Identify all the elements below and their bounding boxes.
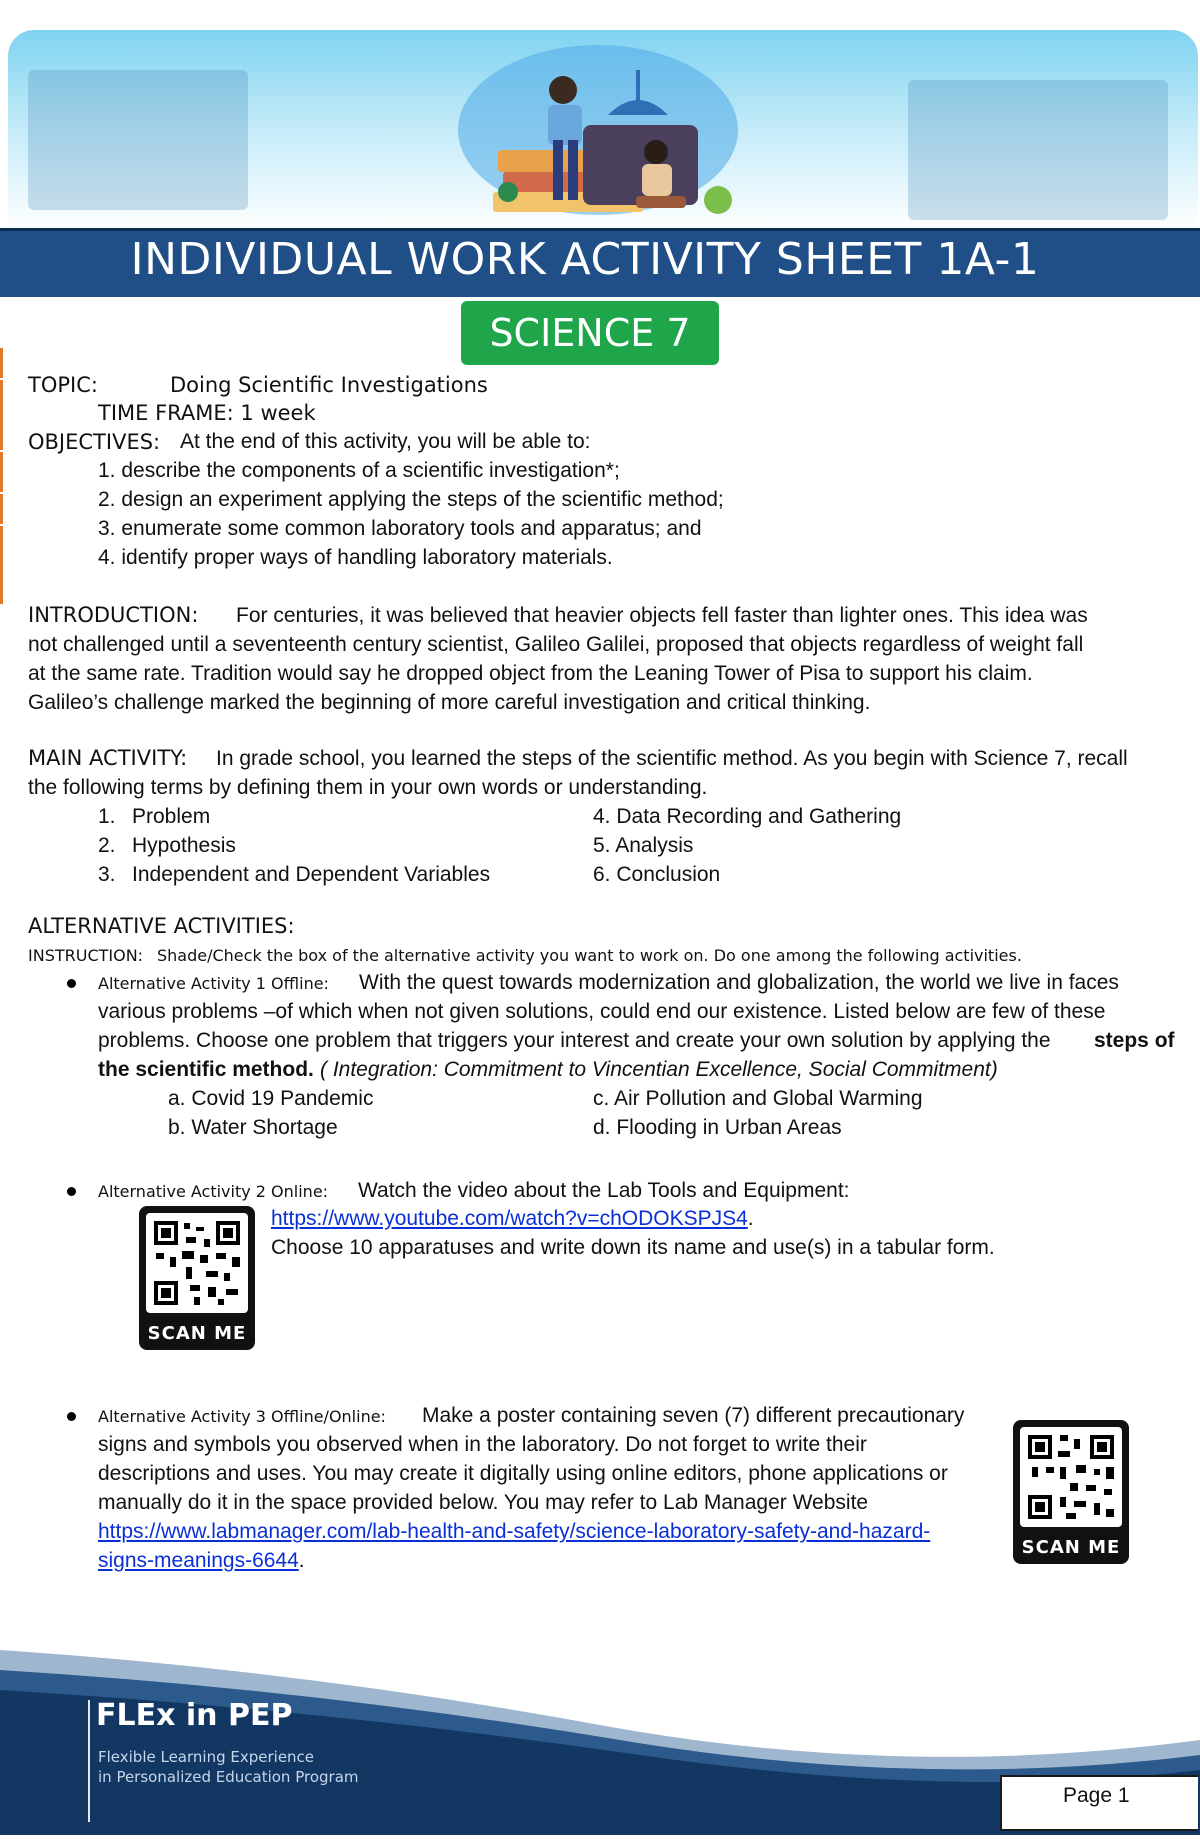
activity-2-text: Watch the video about the Lab Tools and Equipment:: [358, 1179, 850, 1202]
activity-3-text: manually do it in the space provided below. You may refer to Lab Manager Website: [98, 1491, 869, 1514]
activity-1-text: With the quest towards modernization and globalization, the world we live in faces: [359, 971, 1119, 994]
activity-1-emphasis: the scientific method.: [98, 1058, 314, 1081]
introduction-line: For centuries, it was believed that heavier objects fell faster than lighter ones. This idea was: [236, 604, 1088, 627]
topic-value: Doing Scientific Investigations: [170, 373, 488, 397]
footer-subtitle: in Personalized Education Program: [98, 1768, 359, 1786]
bullet-icon: [67, 1412, 76, 1421]
term-item: 4. Data Recording and Gathering: [593, 805, 902, 828]
term-item: Hypothesis: [132, 834, 236, 857]
labmanager-link-cont[interactable]: signs-meanings-6644: [98, 1549, 299, 1572]
time-frame: TIME FRAME: 1 week: [98, 401, 316, 425]
bullet-icon: [67, 979, 76, 988]
introduction-line: not challenged until a seventeenth century scientist, Galileo Galilei, proposed that objects regardless of weight fall: [28, 633, 1084, 656]
footer-subtitle: Flexible Learning Experience: [98, 1748, 315, 1766]
activity-1-text: various problems –of which when not given solutions, could end our existence. Listed below are few of these: [98, 1000, 1106, 1023]
qr-code-image: [1020, 1427, 1122, 1527]
bullet-icon: [67, 1187, 76, 1196]
introduction-line: Galileo’s challenge marked the beginning of more careful investigation and critical thinking.: [28, 691, 871, 714]
objective-item: 4. identify proper ways of handling laboratory materials.: [98, 546, 613, 569]
activity-3-text: Make a poster containing seven (7) different precautionary: [422, 1404, 965, 1427]
activity-3-text: descriptions and uses. You may create it digitally using online editors, phone applications or: [98, 1462, 948, 1485]
activity-1-label: Alternative Activity 1 Offline:: [98, 974, 329, 993]
term-item: 6. Conclusion: [593, 863, 721, 886]
topic-label: TOPIC:: [28, 373, 98, 397]
term-item: Problem: [132, 805, 211, 828]
qr-code[interactable]: [1013, 1420, 1129, 1564]
margin-accent: [0, 494, 3, 524]
instruction-text: Shade/Check the box of the alternative activity you want to work on. Do one among the following activities.: [157, 946, 1022, 965]
activity-1-option: c. Air Pollution and Global Warming: [593, 1087, 923, 1110]
objective-item: 3. enumerate some common laboratory tools and apparatus; and: [98, 517, 702, 540]
qr-code-image: [146, 1213, 248, 1313]
margin-accent: [0, 452, 3, 492]
margin-accent: [0, 348, 3, 378]
term-item: Independent and Dependent Variables: [132, 863, 491, 886]
term-number: 1.: [98, 805, 116, 828]
introduction-label: INTRODUCTION:: [28, 603, 199, 627]
activity-1-text: problems. Choose one problem that triggers your interest and create your own solution by applying the: [98, 1029, 1051, 1052]
labmanager-link[interactable]: https://www.labmanager.com/lab-health-and-safety/science-laboratory-safety-and-hazard-: [98, 1520, 931, 1543]
activity-1-emphasis: steps of: [1094, 1029, 1175, 1052]
activity-3-text: signs and symbols you observed when in the laboratory. Do not forget to write their: [98, 1433, 867, 1456]
activity-2-link-line: https://www.youtube.com/watch?v=chODOKSPJS4.: [271, 1207, 754, 1230]
youtube-link[interactable]: https://www.youtube.com/watch?v=chODOKSPJS4: [271, 1207, 748, 1230]
qr-scan-label: SCAN ME: [147, 1323, 247, 1344]
term-number: 3.: [98, 863, 116, 886]
footer-brand: FLEx in PEP: [96, 1698, 293, 1733]
objective-item: 1. describe the components of a scientific investigation*;: [98, 459, 620, 482]
margin-accent: [0, 380, 3, 450]
alternative-label: ALTERNATIVE ACTIVITIES:: [28, 914, 295, 938]
header-illustration: [8, 30, 1198, 230]
activity-1-integration: ( Integration: Commitment to Vincentian Excellence, Social Commitment): [320, 1058, 998, 1081]
activity-3-link-line: signs-meanings-6644.: [98, 1549, 305, 1572]
qr-code[interactable]: [139, 1206, 255, 1350]
main-activity-label: MAIN ACTIVITY:: [28, 746, 188, 770]
activity-2-text: Choose 10 apparatuses and write down its name and use(s) in a tabular form.: [271, 1236, 995, 1259]
activity-3-link-line: [98, 1520, 930, 1544]
objectives-label: OBJECTIVES:: [28, 430, 161, 454]
main-activity-text: the following terms by defining them in your own words or understanding.: [28, 776, 708, 799]
introduction-line: at the same rate. Tradition would say he dropped object from the Leaning Tower of Pisa to support his claim.: [28, 662, 1033, 685]
subject-badge: SCIENCE 7: [461, 301, 719, 365]
margin-accent: [0, 526, 3, 604]
activity-1-option: b. Water Shortage: [168, 1116, 338, 1139]
objective-item: 2. design an experiment applying the steps of the scientific method;: [98, 488, 724, 511]
page-number: Page 1: [1063, 1784, 1130, 1807]
objectives-intro: At the end of this activity, you will be able to:: [180, 430, 591, 453]
instruction-label: INSTRUCTION:: [28, 946, 144, 965]
activity-1-option: d. Flooding in Urban Areas: [593, 1116, 842, 1139]
activity-3-label: Alternative Activity 3 Offline/Online:: [98, 1407, 386, 1426]
activity-1-option: a. Covid 19 Pandemic: [168, 1087, 374, 1110]
page-title: INDIVIDUAL WORK ACTIVITY SHEET 1A-1: [130, 234, 1040, 285]
main-activity-text: In grade school, you learned the steps of the scientific method. As you begin with Science 7, recall: [216, 747, 1128, 770]
header-illustration-art: [8, 30, 1198, 230]
term-item: 5. Analysis: [593, 834, 694, 857]
footer-divider: [88, 1700, 90, 1822]
qr-scan-label: SCAN ME: [1021, 1537, 1121, 1558]
term-number: 2.: [98, 834, 116, 857]
activity-2-label: Alternative Activity 2 Online:: [98, 1182, 329, 1201]
